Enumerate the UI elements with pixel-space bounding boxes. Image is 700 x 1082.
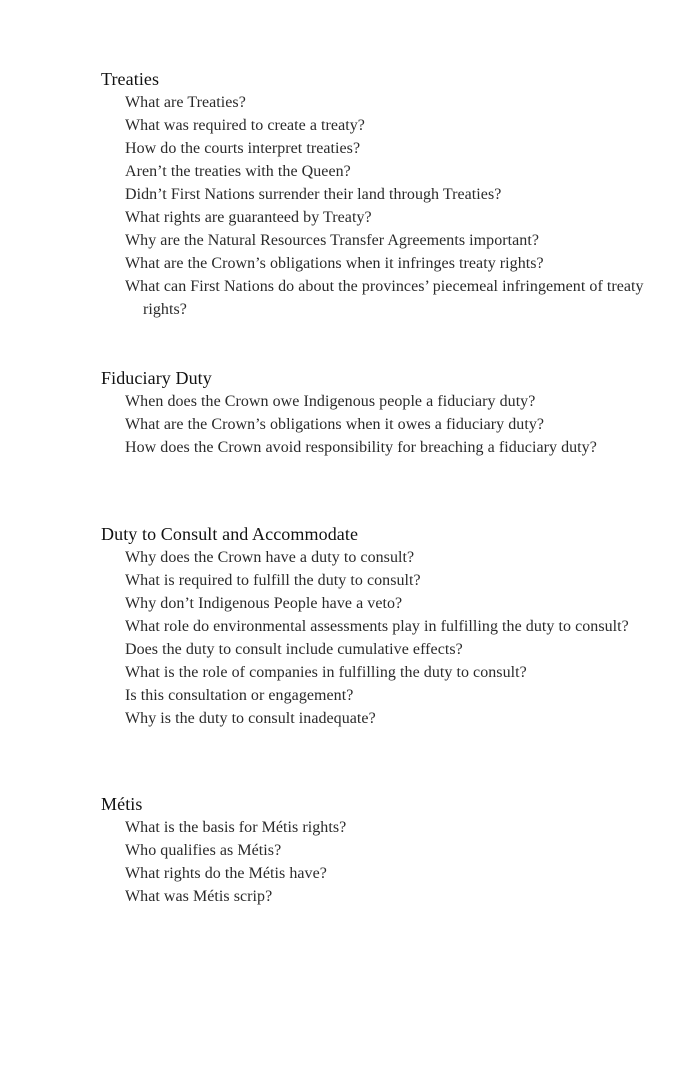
question-item: When does the Crown owe Indigenous people a fiduciary duty? bbox=[125, 393, 536, 410]
section-heading: Métis bbox=[101, 794, 143, 814]
question-item: Does the duty to consult include cumulative effects? bbox=[125, 641, 463, 658]
section-heading: Treaties bbox=[101, 69, 160, 89]
question-item: What rights do the Métis have? bbox=[125, 865, 327, 882]
question-item: What are Treaties? bbox=[125, 94, 246, 111]
question-item: What was Métis scrip? bbox=[125, 888, 273, 905]
question-item: Why don’t Indigenous People have a veto? bbox=[125, 595, 403, 612]
question-item: What rights are guaranteed by Treaty? bbox=[125, 209, 372, 226]
question-item: Who qualifies as Métis? bbox=[125, 842, 282, 859]
question-item: What is the basis for Métis rights? bbox=[125, 819, 347, 836]
question-item: Is this consultation or engagement? bbox=[125, 687, 354, 704]
section-fiduciary-duty bbox=[101, 367, 661, 459]
question-list bbox=[101, 91, 661, 321]
question-item: What was required to create a treaty? bbox=[125, 117, 365, 134]
question-list bbox=[101, 546, 661, 730]
section-heading: Duty to Consult and Accommodate bbox=[101, 524, 359, 544]
section-metis bbox=[101, 793, 661, 908]
question-list bbox=[101, 390, 661, 459]
question-item: What can First Nations do about the provinces’ piecemeal infringement of treaty rights? bbox=[125, 278, 644, 318]
question-item: What are the Crown’s obligations when it infringes treaty rights? bbox=[125, 255, 544, 272]
question-item: Aren’t the treaties with the Queen? bbox=[125, 163, 351, 180]
question-item: How does the Crown avoid responsibility for breaching a fiduciary duty? bbox=[125, 439, 597, 456]
section-duty-to-consult bbox=[101, 523, 661, 730]
question-list bbox=[101, 816, 661, 908]
question-item: Why is the duty to consult inadequate? bbox=[125, 710, 376, 727]
question-item: What role do environmental assessments play in fulfilling the duty to consult? bbox=[125, 618, 629, 635]
question-item: Why are the Natural Resources Transfer Agreements important? bbox=[125, 232, 539, 249]
section-treaties bbox=[101, 68, 661, 321]
question-item: What is the role of companies in fulfilling the duty to consult? bbox=[125, 664, 527, 681]
question-item: Why does the Crown have a duty to consult? bbox=[125, 549, 415, 566]
question-item: What is required to fulfill the duty to consult? bbox=[125, 572, 421, 589]
section-heading: Fiduciary Duty bbox=[101, 368, 212, 388]
question-item: Didn’t First Nations surrender their land through Treaties? bbox=[125, 186, 502, 203]
question-item: What are the Crown’s obligations when it owes a fiduciary duty? bbox=[125, 416, 545, 433]
question-item: How do the courts interpret treaties? bbox=[125, 140, 361, 157]
